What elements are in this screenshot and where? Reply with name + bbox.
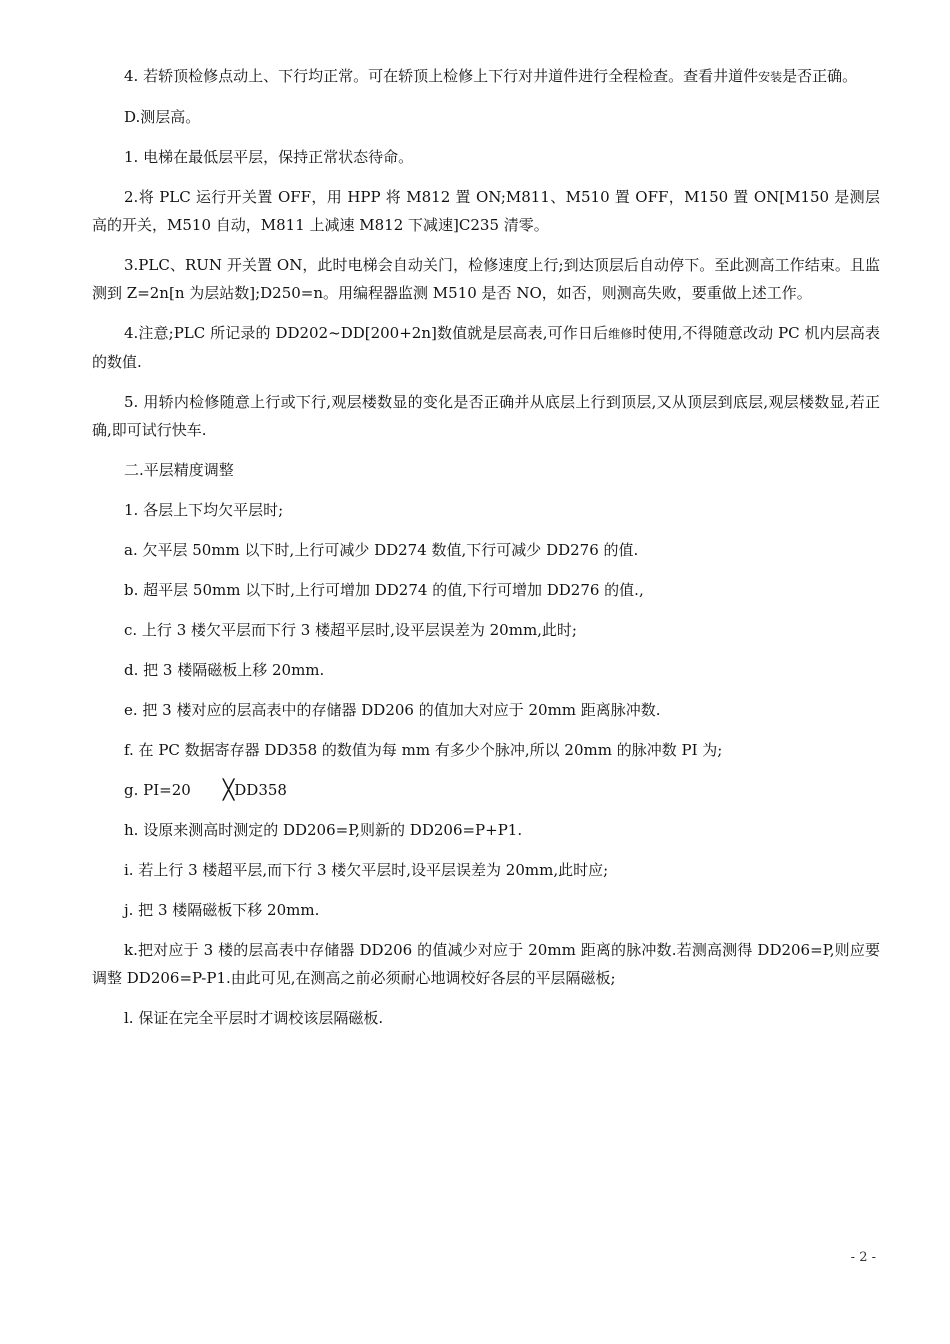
list-item-e: e. 把 3 楼对应的层高表中的存储器 DD206 的值加大对应于 20mm 距离脉冲数. bbox=[124, 701, 661, 719]
list-item-a: a. 欠平层 50mm 以下时,上行可减少 DD274 数值,下行可减少 DD276 的值. bbox=[124, 541, 639, 559]
multiply-cross-icon: ╳ bbox=[222, 779, 235, 801]
section-heading-measure-floor-height: D.测层高。 bbox=[124, 108, 201, 126]
list-item-g: g. PI=20 ╳DD358 bbox=[124, 779, 287, 801]
paragraph-leveling-1: 1. 各层上下均欠平层时; bbox=[124, 501, 284, 519]
paragraph-step-5: 5. 用轿内检修随意上行或下行,观层楼数显的变化是否正确并从底层上行到顶层,又从顶层到底层,观层楼数显,若正确,即可试行快车. bbox=[92, 393, 880, 439]
list-item-k: k.把对应于 3 楼的层高表中存储器 DD206 的值减少对应于 20mm 距离的脉冲数.若测高测得 DD206=P,则应要调整 DD206=P-P1.由此可见,在测高之前必须耐心地调校好各层的平层隔磁板; bbox=[92, 941, 880, 987]
section-heading-leveling-adjustment: 二.平层精度调整 bbox=[124, 461, 234, 479]
list-item-d: d. 把 3 楼隔磁板上移 20mm. bbox=[124, 661, 325, 679]
paragraph-step-4-note: 4.注意;PLC 所记录的 DD202~DD[200+2n]数值就是层高表,可作日后维修时使用,不得随意改动 PC 机内层高表的数值. bbox=[92, 324, 880, 371]
list-item-j: j. 把 3 楼隔磁板下移 20mm. bbox=[124, 901, 320, 919]
list-item-f: f. 在 PC 数据寄存器 DD358 的数值为每 mm 有多少个脉冲,所以 20mm 的脉冲数 PI 为; bbox=[124, 741, 723, 759]
list-item-l: l. 保证在完全平层时才调校该层隔磁板. bbox=[124, 1009, 384, 1027]
list-item-i: i. 若上行 3 楼超平层,而下行 3 楼欠平层时,设平层误差为 20mm,此时应; bbox=[124, 861, 609, 879]
list-item-b: b. 超平层 50mm 以下时,上行可增加 DD274 的值,下行可增加 DD276 的值., bbox=[124, 581, 644, 599]
document-body bbox=[92, 62, 880, 1044]
paragraph-car-top-inspection: 4. 若轿顶检修点动上、下行均正常。可在轿顶上检修上下行对井道件进行全程检查。查看井道件安装是否正确。 bbox=[124, 67, 858, 85]
paragraph-step-3: 3.PLC、RUN 开关置 ON，此时电梯会自动关门，检修速度上行;到达顶层后自动停下。至此测高工作结束。且监测到 Z=2n[n 为层站数];D250=n。用编程器监测 M510 是否 NO，如否，则测高失败，要重做上述工作。 bbox=[92, 256, 880, 302]
list-item-c: c. 上行 3 楼欠平层而下行 3 楼超平层时,设平层误差为 20mm,此时; bbox=[124, 621, 577, 639]
paragraph-step-1: 1. 电梯在最低层平层，保持正常状态待命。 bbox=[124, 148, 414, 166]
list-item-h: h. 设原来测高时测定的 DD206=P,则新的 DD206=P+P1. bbox=[124, 821, 523, 839]
page-number: - 2 - bbox=[850, 1250, 876, 1265]
paragraph-step-2: 2.将 PLC 运行开关置 OFF，用 HPP 将 M812 置 ON;M811、M510 置 OFF，M150 置 ON[M150 是测层高的开关，M510 自动，M811 上减速 M812 下减速]C235 清零。 bbox=[92, 188, 880, 234]
